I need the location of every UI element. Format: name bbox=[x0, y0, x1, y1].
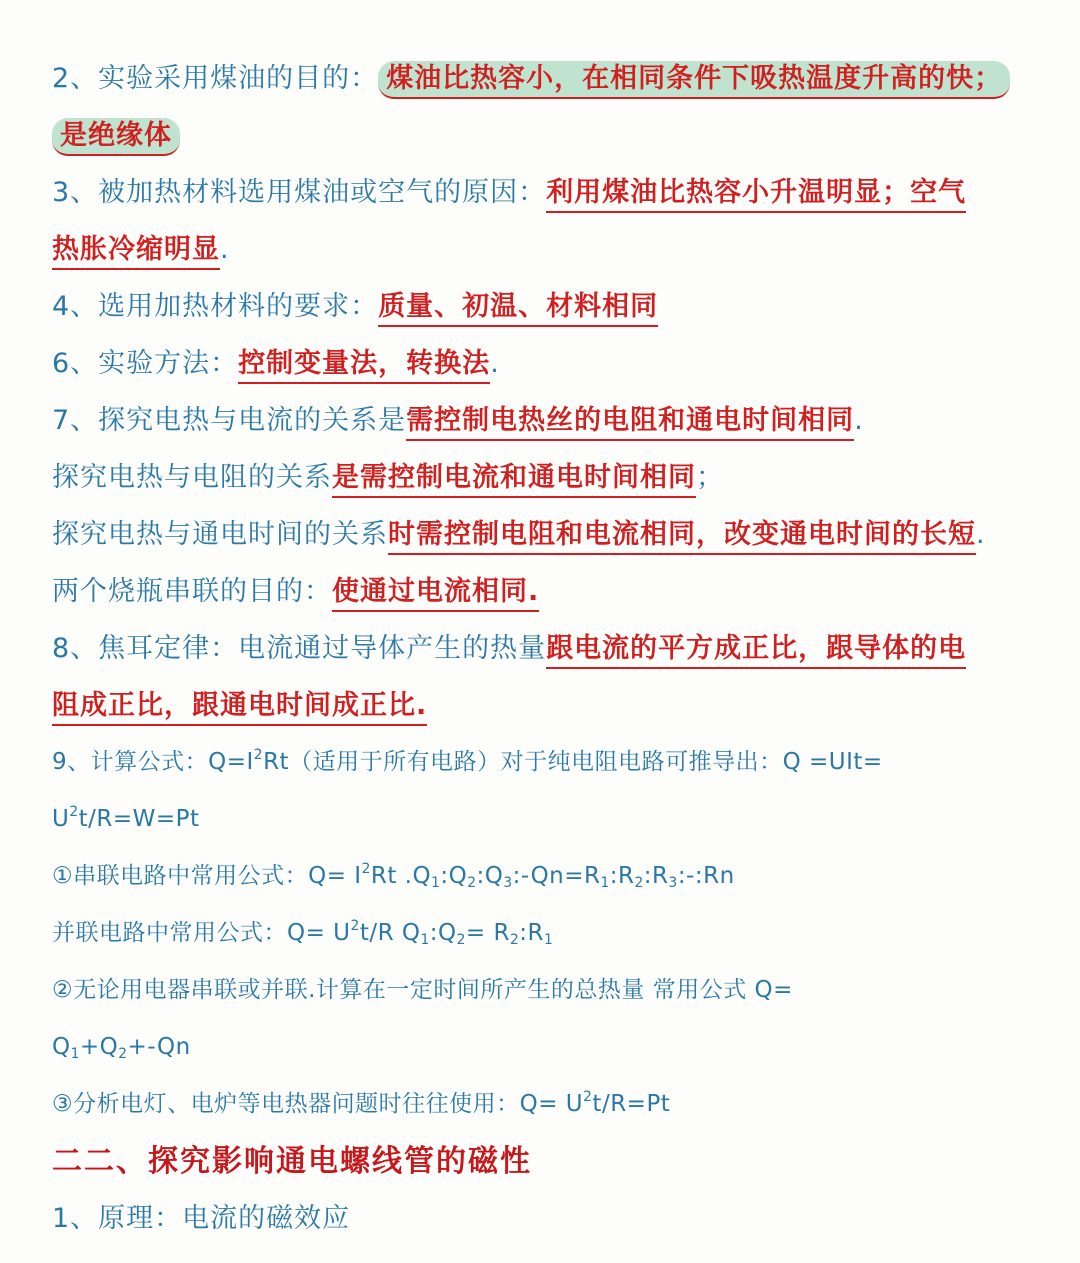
note-line-series-purpose bbox=[52, 563, 1030, 620]
formula-text: 9、计算公式：Q=I bbox=[52, 749, 254, 775]
note-line-reason-cont bbox=[52, 221, 1030, 278]
note-line-joule-law bbox=[52, 620, 1030, 677]
formula-text: t/R=W=Pt bbox=[78, 806, 200, 832]
formula-line-total-heat-cont bbox=[52, 1019, 1030, 1076]
subscript: 1 bbox=[70, 1046, 80, 1062]
formula-text: Rt（适用于所有电路）对于纯电阻电路可推导出：Q =UIt= bbox=[263, 749, 883, 775]
subscript: 2 bbox=[467, 875, 477, 891]
subscript: 2 bbox=[118, 1046, 128, 1062]
superscript: 2 bbox=[253, 747, 264, 763]
highlight-text: 阻成正比，跟通电时间成正比. bbox=[52, 690, 427, 726]
formula-text: Rt .Q bbox=[370, 863, 432, 889]
formula-text: +-Qn bbox=[127, 1034, 191, 1060]
line-text: 2、实验采用煤油的目的： bbox=[52, 63, 379, 94]
subscript: 3 bbox=[503, 875, 513, 891]
note-line-reason bbox=[52, 164, 1030, 221]
formula-text: :R bbox=[609, 863, 635, 889]
subscript: 3 bbox=[668, 875, 678, 891]
highlight-text: 是需控制电流和通电时间相同 bbox=[332, 462, 696, 498]
subscript: 2 bbox=[634, 875, 644, 891]
formula-text: :R bbox=[643, 863, 669, 889]
note-line-resistance-relation bbox=[52, 449, 1030, 506]
highlight-text: 需控制电热丝的电阻和通电时间相同 bbox=[406, 405, 854, 441]
line-text: . bbox=[976, 519, 986, 550]
formula-line-series bbox=[52, 848, 1030, 905]
highlight-text: 热胀冷缩明显 bbox=[52, 234, 220, 270]
section-title: 二二、探究影响通电螺线管的磁性 bbox=[52, 1144, 532, 1179]
formula-text: :Q bbox=[429, 920, 457, 946]
note-line-purpose-cont bbox=[52, 107, 1030, 164]
formula-text: ②无论用电器串联或并联.计算在一定时间所产生的总热量 常用公式 Q= bbox=[52, 977, 793, 1003]
formula-text: ①串联电路中常用公式：Q= I bbox=[52, 863, 362, 889]
formula-text: = R bbox=[465, 920, 510, 946]
formula-line-heater bbox=[52, 1076, 1030, 1133]
formula-text: :-:Rn bbox=[677, 863, 735, 889]
subscript: 2 bbox=[509, 932, 520, 948]
superscript: 2 bbox=[583, 1089, 593, 1105]
highlight-text: 时需控制电阻和电流相同，改变通电时间的长短 bbox=[388, 519, 976, 555]
note-line-joule-law-cont bbox=[52, 677, 1030, 734]
subscript: 1 bbox=[431, 875, 441, 891]
highlight-text: 利用煤油比热容小升温明显；空气 bbox=[546, 177, 966, 213]
line-text: 8、焦耳定律：电流通过导体产生的热量 bbox=[52, 633, 547, 664]
formula-line-general-cont bbox=[52, 791, 1030, 848]
formula-text: Q bbox=[52, 1034, 71, 1060]
superscript: 2 bbox=[350, 918, 360, 934]
line-text: 3、被加热材料选用煤油或空气的原因： bbox=[52, 177, 547, 208]
note-line-time-relation bbox=[52, 506, 1030, 563]
highlight-text: 跟电流的平方成正比，跟导体的电 bbox=[546, 633, 966, 669]
formula-text: :R bbox=[519, 920, 544, 946]
highlight-text: 控制变量法，转换法 bbox=[238, 348, 490, 384]
formula-text: :Q bbox=[476, 863, 504, 889]
formula-text: :Q bbox=[440, 863, 468, 889]
superscript: 2 bbox=[361, 861, 371, 877]
formula-line-general bbox=[52, 734, 1030, 791]
line-text: 探究电热与通电时间的关系 bbox=[52, 519, 388, 550]
subscript: 1 bbox=[544, 932, 554, 948]
line-text: 4、选用加热材料的要求： bbox=[52, 291, 379, 322]
formula-text: +Q bbox=[79, 1034, 119, 1060]
note-line-purpose bbox=[52, 50, 1030, 107]
note-line-current-relation bbox=[52, 392, 1030, 449]
subscript: 1 bbox=[600, 875, 610, 891]
subscript: 1 bbox=[420, 932, 430, 948]
formula-text: t/R Q bbox=[359, 920, 421, 946]
line-text: 探究电热与电阻的关系 bbox=[52, 462, 332, 493]
line-text: 6、实验方法： bbox=[52, 348, 239, 379]
line-text: 两个烧瓶串联的目的： bbox=[52, 576, 332, 607]
formula-text: t/R=Pt bbox=[592, 1091, 671, 1117]
subscript: 2 bbox=[456, 932, 466, 948]
formula-text: 并联电路中常用公式：Q= U bbox=[52, 920, 351, 946]
highlight-text: 使通过电流相同. bbox=[332, 576, 539, 612]
highlight-text: 煤油比热容小，在相同条件下吸热温度升高的快； bbox=[378, 61, 1010, 99]
line-text: ； bbox=[696, 462, 724, 493]
line-text: . bbox=[854, 405, 864, 436]
note-line-method bbox=[52, 335, 1030, 392]
line-text: . bbox=[220, 234, 230, 265]
formula-text: :-Qn=R bbox=[512, 863, 601, 889]
formula-text: ③分析电灯、电炉等电热器问题时往往使用：Q= U bbox=[52, 1091, 584, 1117]
superscript: 2 bbox=[69, 804, 79, 820]
note-line-requirement bbox=[52, 278, 1030, 335]
note-line-principle: 1、原理：电流的磁效应 bbox=[52, 1203, 351, 1234]
highlight-text: 是绝缘体 bbox=[52, 118, 180, 156]
formula-line-total-heat bbox=[52, 962, 1030, 1019]
formula-line-parallel bbox=[52, 905, 1030, 962]
formula-text: U bbox=[52, 806, 70, 832]
line-text: . bbox=[490, 348, 500, 379]
highlight-text: 质量、初温、材料相同 bbox=[378, 291, 658, 327]
line-text: 7、探究电热与电流的关系是 bbox=[52, 405, 407, 436]
